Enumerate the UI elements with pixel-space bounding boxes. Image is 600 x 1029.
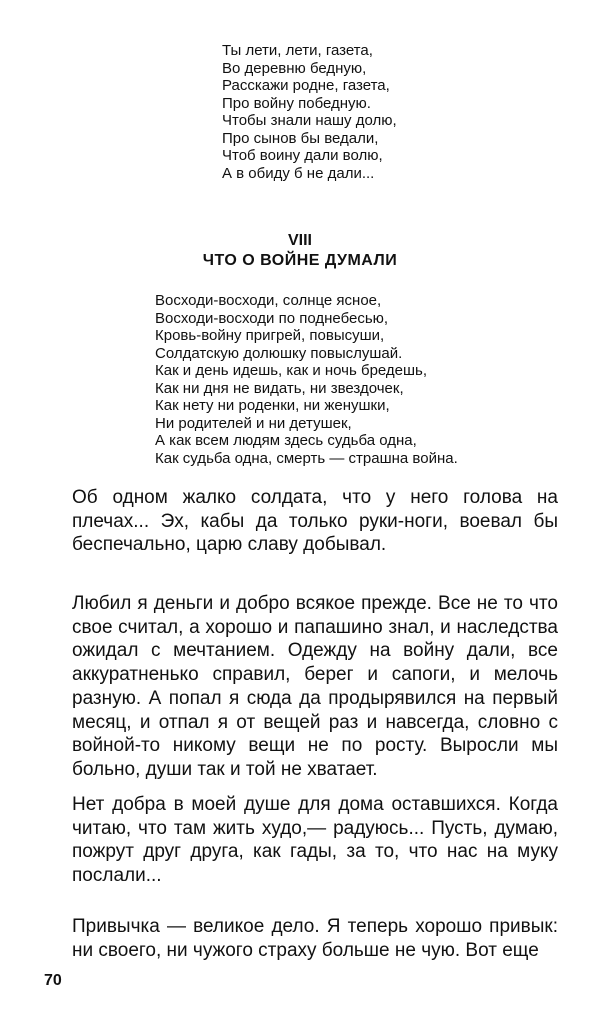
poem-line: Чтоб воину дали волю,	[222, 147, 383, 164]
poem-line: Ни родителей и ни детушек,	[155, 414, 352, 432]
section-title: ЧТО О ВОЙНЕ ДУМАЛИ	[202, 252, 398, 269]
paragraph: Привычка — великое дело. Я теперь хорошо привык: ни своего, ни чужого страху больше не чую. Вот еще	[72, 916, 558, 961]
poem-line: Восходи-восходи, солнце ясное,	[155, 292, 382, 309]
poem-line: Чтобы знали нашу долю,	[222, 112, 397, 129]
page-number: 70	[44, 972, 62, 989]
poem-newspaper	[222, 42, 397, 182]
poem-line: Восходи-восходи по поднебесью,	[155, 309, 389, 327]
poem-line: Как судьба одна, смерть — страшна война.	[155, 449, 458, 467]
poem-line: Расскажи родне, газета,	[222, 77, 390, 94]
poem-line: А как всем людям здесь судьба одна,	[155, 432, 417, 449]
section-number: VIII	[287, 232, 312, 249]
paragraph: Любил я деньги и добро всякое прежде. Все не то что свое считал, а хорошо и папашино знал, и наследства ожидал с мечтанием. Одежду на войну дали, все аккуратненько справил, берег и сапоги, и мелочь разную. А попал я сюда да продырявился на первый месяц, и отпал я от вещей раз и навсегда, словно с войной-то никому вещи не по росту. Выросли мы больно, души так и той не хватает.	[72, 593, 558, 780]
poem-line: Про сынов бы ведали,	[222, 129, 379, 147]
paragraph: Об одном жалко солдата, что у него голова на плечах... Эх, кабы да только руки-ноги, воевал бы беспечально, царю славу добывал.	[72, 487, 558, 556]
poem-line: Как нету ни роденки, ни женушки,	[155, 397, 390, 414]
poem-line: А в обиду б не дали...	[222, 164, 375, 182]
poem-line: Про войну победную.	[222, 94, 371, 112]
poem-sun	[155, 292, 458, 467]
poem-line: Солдатскую долюшку повыслушай.	[155, 344, 403, 362]
poem-line: Кровь-войну пригрей, повысуши,	[155, 327, 385, 344]
poem-line: Как ни дня не видать, ни звездочек,	[155, 379, 404, 397]
poem-line: Как и день идешь, как и ночь бредешь,	[155, 362, 428, 379]
poem-line: Во деревню бедную,	[222, 59, 367, 77]
poem-line: Ты лети, лети, газета,	[222, 42, 373, 59]
paragraph: Нет добра в моей душе для дома оставшихся. Когда читаю, что там жить худо,— радуюсь... Пусть, думаю, пожрут друг друга, как гады, за то, что нас на муку послали...	[72, 794, 558, 887]
